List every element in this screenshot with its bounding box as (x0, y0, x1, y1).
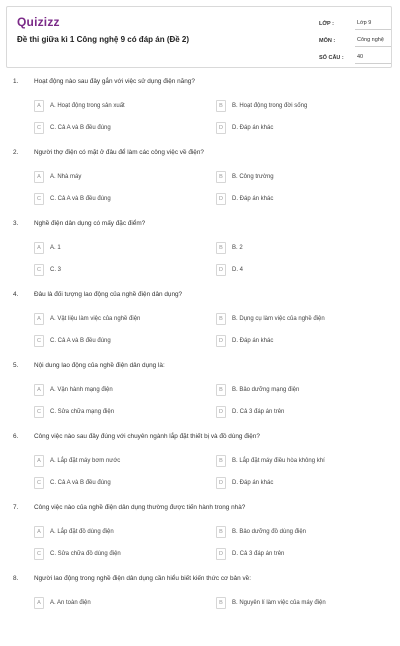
quizizz-logo[interactable]: Quizizz (17, 15, 60, 29)
question-number: 2. (13, 149, 19, 156)
option-text: A. 1 (50, 244, 61, 251)
option-text: A. An toàn điện (50, 599, 91, 606)
option-letter-box[interactable]: C (34, 122, 44, 134)
option-letter-box[interactable]: B (216, 100, 226, 112)
question-text: Đâu là đối tượng lao động của nghề điện dân dụng? (34, 291, 183, 298)
question-text: Hoạt động nào sau đây gắn với việc sử dụng điện năng? (34, 78, 195, 85)
question-item (0, 78, 400, 149)
meta-value: 40 (355, 54, 391, 64)
meta-label: LỚP : (319, 21, 334, 27)
option-text: C. 3 (50, 266, 62, 273)
option-letter-box[interactable]: D (216, 477, 226, 489)
question-item (0, 149, 400, 220)
option-text: B. Dụng cụ làm việc của nghề điện (232, 315, 325, 322)
option-text: B. Lắp đặt máy điều hòa không khí (232, 457, 325, 464)
quiz-title: Đề thi giữa kì 1 Công nghệ 9 có đáp án (Đề 2) (17, 35, 190, 44)
answer-option-b[interactable] (216, 99, 376, 112)
question-number: 7. (13, 504, 19, 511)
option-letter-box[interactable]: A (34, 384, 44, 396)
option-text: D. 4 (232, 266, 244, 273)
option-text: D. Cả 3 đáp án trên (232, 550, 285, 557)
answer-option-a[interactable] (34, 454, 194, 467)
answer-option-d[interactable] (216, 263, 376, 276)
question-item (0, 362, 400, 433)
answer-option-c[interactable] (34, 192, 194, 205)
meta-label: SỐ CÂU : (319, 55, 344, 61)
option-text: A. Vận hành mạng điện (50, 386, 113, 393)
option-text: D. Đáp án khác (232, 195, 274, 202)
option-letter-box[interactable]: D (216, 193, 226, 205)
option-letter-box[interactable]: A (34, 242, 44, 254)
option-text: A. Hoạt động trong sản xuất (50, 102, 125, 109)
option-letter-box[interactable]: B (216, 526, 226, 538)
option-letter-box[interactable]: D (216, 335, 226, 347)
question-number: 4. (13, 291, 19, 298)
question-item (0, 291, 400, 362)
option-letter-box[interactable]: C (34, 193, 44, 205)
meta-row (319, 13, 391, 30)
answer-option-d[interactable] (216, 547, 376, 560)
meta-row (319, 47, 391, 64)
option-text: C. Cả A và B đều đúng (50, 195, 111, 202)
answer-option-d[interactable] (216, 121, 376, 134)
question-item (0, 220, 400, 291)
question-text: Công việc nào sau đây đúng với chuyên ngành lắp đặt thiết bị và đồ dùng điện? (34, 433, 260, 440)
option-text: A. Lắp đặt đồ dùng điện (50, 528, 114, 535)
option-text: B. Công trường (232, 173, 274, 180)
answer-option-b[interactable] (216, 525, 376, 538)
meta-row (319, 30, 391, 47)
question-text: Nghề điện dân dụng có mấy đặc điểm? (34, 220, 146, 227)
option-letter-box[interactable]: B (216, 597, 226, 609)
option-text: B. Bảo dưỡng đồ dùng điện (232, 528, 307, 535)
option-letter-box[interactable]: A (34, 526, 44, 538)
option-text: D. Đáp án khác (232, 337, 274, 344)
answer-option-b[interactable] (216, 383, 376, 396)
answer-option-d[interactable] (216, 476, 376, 489)
option-text: A. Vật liệu làm việc của nghề điện (50, 315, 141, 322)
answer-option-c[interactable] (34, 547, 194, 560)
question-text: Công việc nào của nghề điện dân dụng thường được tiến hành trong nhà? (34, 504, 246, 511)
answer-option-a[interactable] (34, 596, 194, 609)
answer-option-b[interactable] (216, 170, 376, 183)
answer-option-c[interactable] (34, 476, 194, 489)
option-letter-box[interactable]: C (34, 335, 44, 347)
question-text: Người thợ điện có mặt ở đâu để làm các công việc về điện? (34, 149, 204, 156)
meta-label: MÔN : (319, 38, 336, 44)
question-number: 8. (13, 575, 19, 582)
option-text: A. Nhà máy (50, 173, 82, 180)
option-letter-box[interactable]: C (34, 548, 44, 560)
answer-option-d[interactable] (216, 405, 376, 418)
option-letter-box[interactable]: C (34, 406, 44, 418)
answer-option-c[interactable] (34, 405, 194, 418)
option-letter-box[interactable]: B (216, 171, 226, 183)
option-text: B. Nguyên lí làm việc của máy điện (232, 599, 326, 606)
question-item (0, 504, 400, 575)
answer-option-d[interactable] (216, 334, 376, 347)
answer-option-a[interactable] (34, 99, 194, 112)
option-letter-box[interactable]: B (216, 313, 226, 325)
option-letter-box[interactable]: A (34, 171, 44, 183)
option-letter-box[interactable]: C (34, 264, 44, 276)
answer-option-c[interactable] (34, 263, 194, 276)
quiz-header (6, 6, 392, 68)
question-number: 5. (13, 362, 19, 369)
option-letter-box[interactable]: A (34, 597, 44, 609)
option-text: D. Đáp án khác (232, 479, 274, 486)
answer-option-b[interactable] (216, 596, 376, 609)
option-letter-box[interactable]: D (216, 122, 226, 134)
option-text: C. Sửa chữa mạng điện (50, 408, 115, 415)
question-item (0, 575, 400, 646)
option-letter-box[interactable]: C (34, 477, 44, 489)
option-letter-box[interactable]: A (34, 100, 44, 112)
answer-option-b[interactable] (216, 454, 376, 467)
question-text: Người lao động trong nghề điện dân dụng cần hiểu biết kiến thức cơ bản về: (34, 575, 251, 582)
option-text: A. Lắp đặt máy bơm nước (50, 457, 121, 464)
option-text: C. Sửa chữa đồ dùng điện (50, 550, 121, 557)
answer-option-a[interactable] (34, 312, 194, 325)
option-letter-box[interactable]: A (34, 455, 44, 467)
option-letter-box[interactable]: A (34, 313, 44, 325)
answer-option-c[interactable] (34, 121, 194, 134)
option-letter-box[interactable]: D (216, 264, 226, 276)
answer-option-a[interactable] (34, 170, 194, 183)
option-letter-box[interactable]: B (216, 242, 226, 254)
answer-option-b[interactable] (216, 241, 376, 254)
option-letter-box[interactable]: D (216, 548, 226, 560)
answer-option-a[interactable] (34, 383, 194, 396)
option-text: C. Cả A và B đều đúng (50, 337, 111, 344)
option-text: B. Bảo dưỡng mạng điện (232, 386, 300, 393)
option-letter-box[interactable]: D (216, 406, 226, 418)
option-text: D. Đáp án khác (232, 124, 274, 131)
answer-option-d[interactable] (216, 192, 376, 205)
option-letter-box[interactable]: B (216, 455, 226, 467)
question-number: 3. (13, 220, 19, 227)
question-item (0, 433, 400, 504)
answer-option-c[interactable] (34, 334, 194, 347)
question-list (0, 78, 400, 646)
answer-option-a[interactable] (34, 241, 194, 254)
meta-value: Lớp 9 (355, 20, 391, 30)
quiz-meta (319, 13, 391, 64)
answer-option-a[interactable] (34, 525, 194, 538)
answer-option-b[interactable] (216, 312, 376, 325)
question-text: Nội dung lao động của nghề điện dân dụng là: (34, 362, 165, 369)
option-letter-box[interactable]: B (216, 384, 226, 396)
option-text: D. Cả 3 đáp án trên (232, 408, 285, 415)
option-text: C. Cả A và B đều đúng (50, 124, 111, 131)
option-text: B. Hoạt động trong đời sống (232, 102, 308, 109)
meta-value: Công nghệ (355, 37, 391, 47)
question-number: 1. (13, 78, 19, 85)
option-text: B. 2 (232, 244, 243, 251)
option-text: C. Cả A và B đều đúng (50, 479, 111, 486)
question-number: 6. (13, 433, 19, 440)
